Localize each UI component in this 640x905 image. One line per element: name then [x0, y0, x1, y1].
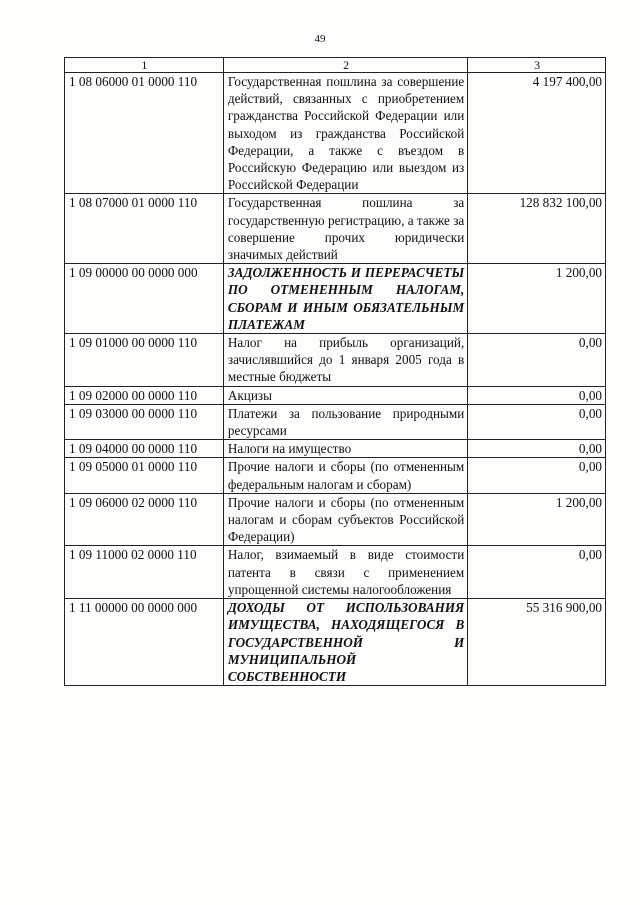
table-row: [65, 404, 606, 439]
budget-code-cell: 1 08 07000 01 0000 110: [65, 194, 224, 264]
budget-code-cell: 1 11 00000 00 0000 000: [65, 599, 224, 686]
header-column-code: 1: [65, 58, 224, 73]
table-row: [65, 458, 606, 493]
amount-cell: 0,00: [468, 546, 606, 599]
budget-code-cell: 1 09 04000 00 0000 110: [65, 440, 224, 458]
revenue-name-cell: Прочие налоги и сборы (по отмененным федеральным налогам и сборам): [223, 458, 467, 493]
revenue-name-cell: Налог на прибыль организаций, зачислявшийся до 1 января 2005 года в местные бюджеты: [223, 334, 467, 387]
header-column-name: 2: [223, 58, 467, 73]
amount-cell: 128 832 100,00: [468, 194, 606, 264]
revenue-name-cell: Государственная пошлина за совершение действий, связанных с приобретением гражданства Российской Федерации или выходом из гражданства Российской Федерации, а также с въездом в Российскую Федерацию или выездом из Российской Федерации: [223, 73, 467, 194]
budget-revenue-table: [64, 57, 606, 686]
budget-code-cell: 1 09 01000 00 0000 110: [65, 334, 224, 387]
table-row: [65, 440, 606, 458]
revenue-name-cell: Платежи за пользование природными ресурсами: [223, 404, 467, 439]
table-row: [65, 194, 606, 264]
budget-code-cell: 1 08 06000 01 0000 110: [65, 73, 224, 194]
amount-cell: 0,00: [468, 440, 606, 458]
revenue-name-cell: Акцизы: [223, 386, 467, 404]
budget-code-cell: 1 09 11000 02 0000 110: [65, 546, 224, 599]
budget-code-cell: 1 09 00000 00 0000 000: [65, 264, 224, 334]
amount-cell: 4 197 400,00: [468, 73, 606, 194]
amount-cell: 0,00: [468, 404, 606, 439]
table-row: [65, 386, 606, 404]
table-row: [65, 334, 606, 387]
table-row: [65, 546, 606, 599]
revenue-name-cell: Прочие налоги и сборы (по отмененным налогам и сборам субъектов Российской Федерации): [223, 493, 467, 546]
amount-cell: 0,00: [468, 458, 606, 493]
budget-code-cell: 1 09 06000 02 0000 110: [65, 493, 224, 546]
amount-cell: 0,00: [468, 386, 606, 404]
revenue-name-cell: ДОХОДЫ ОТ ИСПОЛЬЗОВАНИЯ ИМУЩЕСТВА, НАХОДЯЩЕГОСЯ В ГОСУДАРСТВЕННОЙ И МУНИЦИПАЛЬНОЙ СОБСТВЕННОСТИ: [223, 599, 467, 686]
header-column-amount: 3: [468, 58, 606, 73]
page-number: 49: [314, 33, 326, 45]
budget-code-cell: 1 09 02000 00 0000 110: [65, 386, 224, 404]
budget-code-cell: 1 09 05000 01 0000 110: [65, 458, 224, 493]
revenue-name-cell: Налоги на имущество: [223, 440, 467, 458]
table-header-row: [65, 58, 606, 73]
table-row: [65, 264, 606, 334]
revenue-name-cell: Государственная пошлина за государственную регистрацию, а также за совершение прочих юридически значимых действий: [223, 194, 467, 264]
amount-cell: 0,00: [468, 334, 606, 387]
table-row: [65, 599, 606, 686]
amount-cell: 1 200,00: [468, 264, 606, 334]
amount-cell: 55 316 900,00: [468, 599, 606, 686]
table-row: [65, 73, 606, 194]
revenue-name-cell: ЗАДОЛЖЕННОСТЬ И ПЕРЕРАСЧЕТЫ ПО ОТМЕНЕННЫМ НАЛОГАМ, СБОРАМ И ИНЫМ ОБЯЗАТЕЛЬНЫМ ПЛАТЕЖАМ: [223, 264, 467, 334]
amount-cell: 1 200,00: [468, 493, 606, 546]
table-row: [65, 493, 606, 546]
budget-code-cell: 1 09 03000 00 0000 110: [65, 404, 224, 439]
revenue-name-cell: Налог, взимаемый в виде стоимости патента в связи с применением упрощенной системы налогообложения: [223, 546, 467, 599]
